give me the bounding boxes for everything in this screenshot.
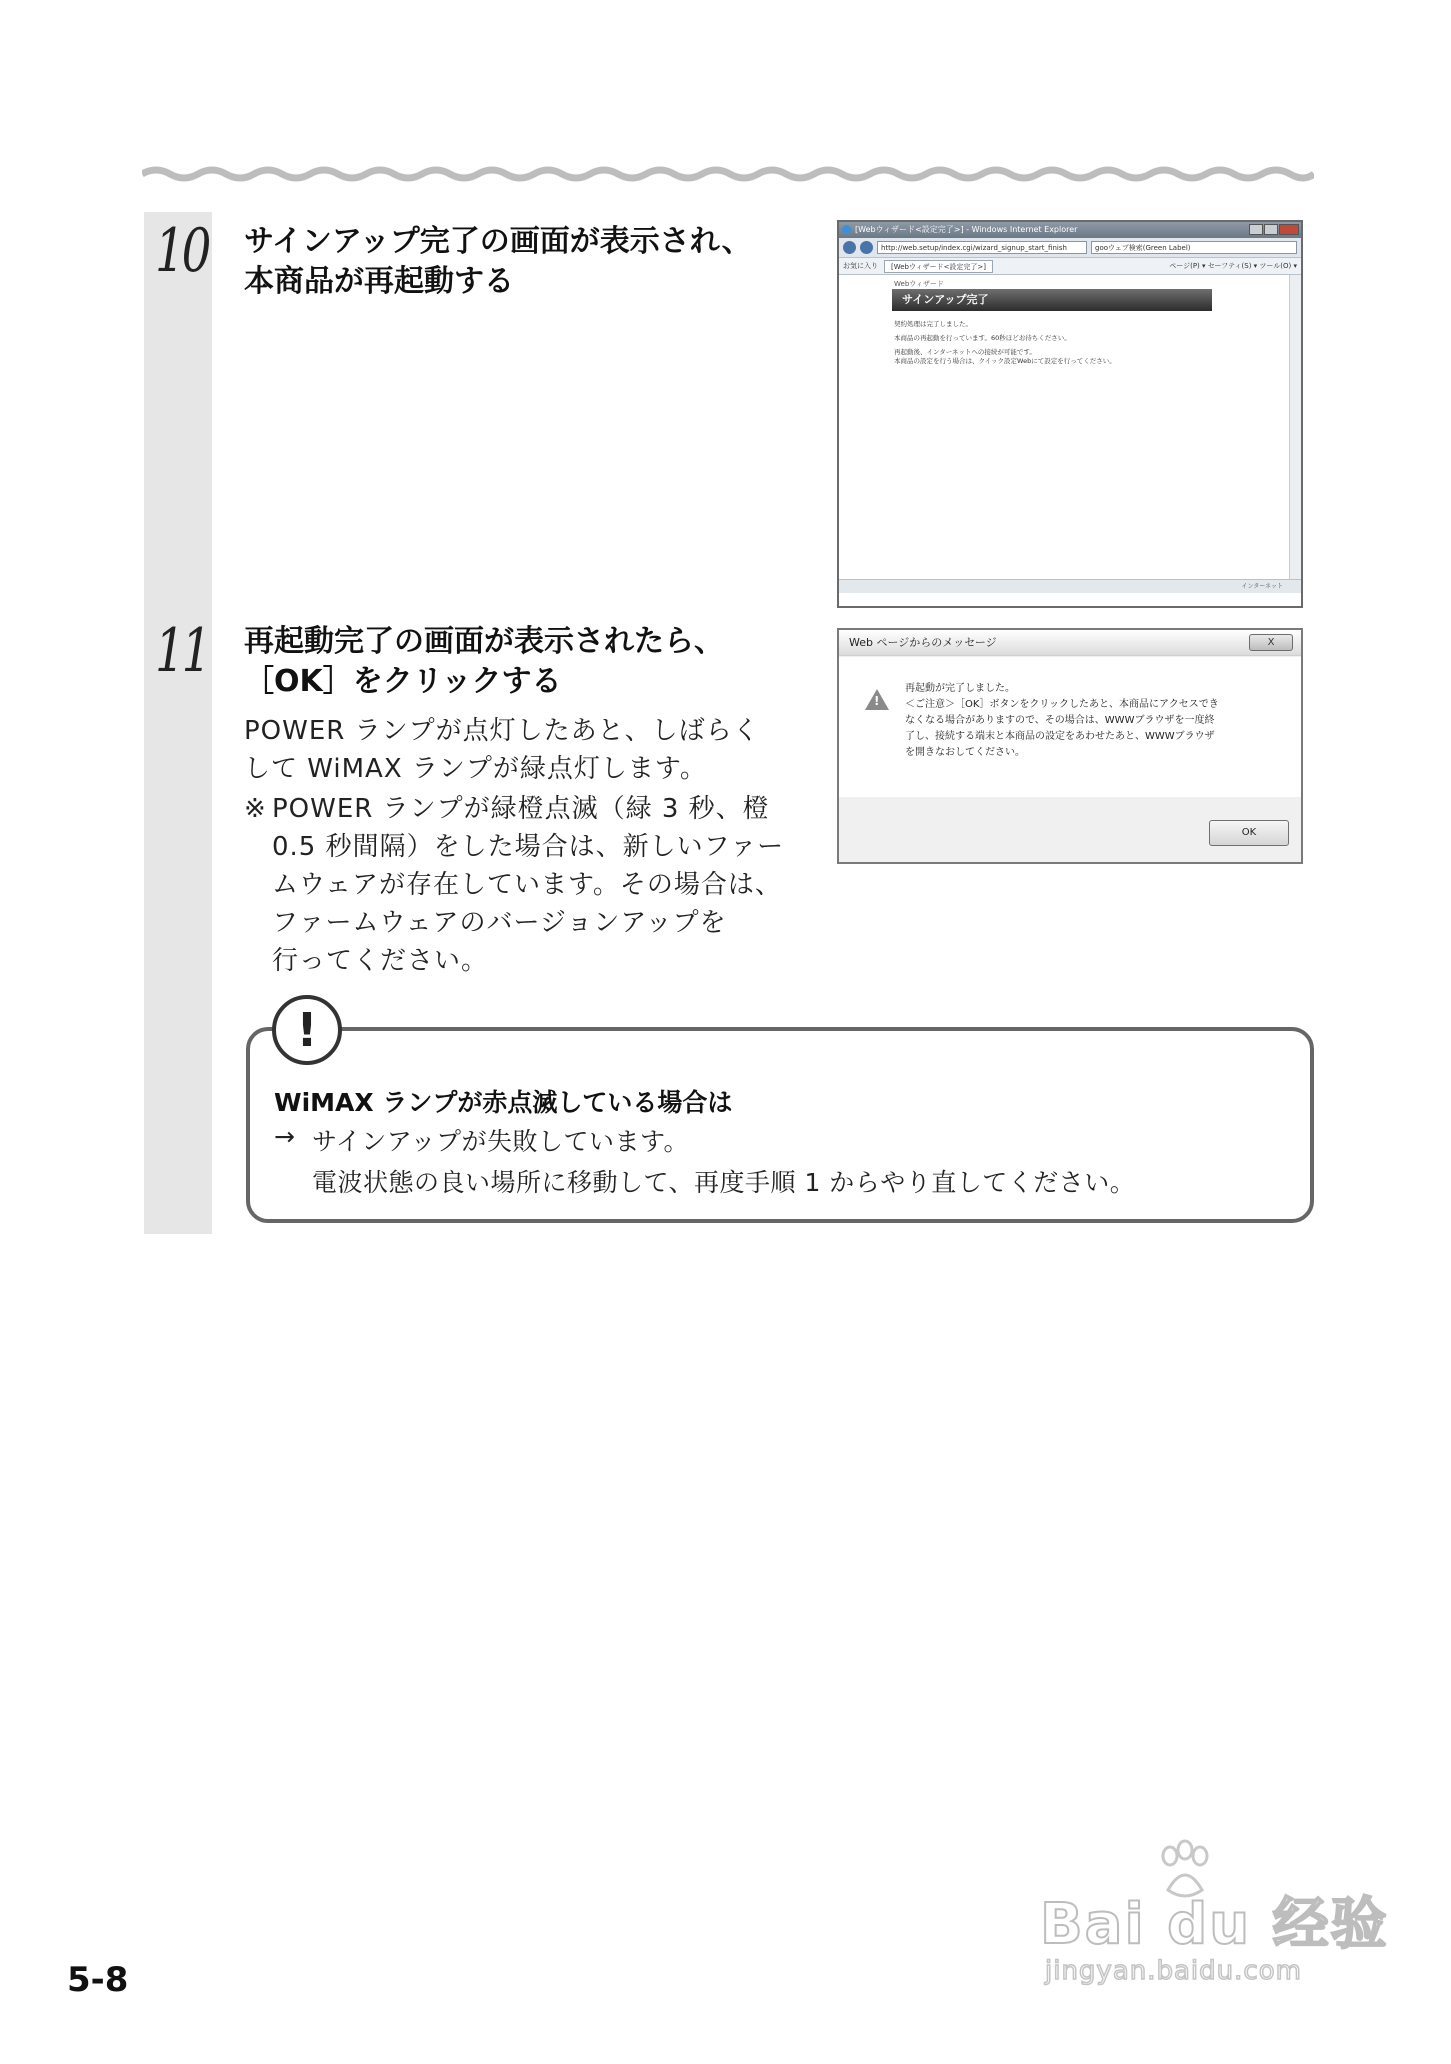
browser-content <box>839 275 1301 593</box>
step-10-title-line: サインアップ完了の画面が表示され、 <box>244 224 752 259</box>
step-number-11: 11 <box>155 616 209 686</box>
wizard-heading: サインアップ完了 <box>892 289 1212 311</box>
dialog-screenshot <box>837 628 1303 864</box>
step-10-title-line: 本商品が再起動する <box>244 264 514 299</box>
caution-line-2: 電波状態の良い場所に移動して、再度手順 1 からやり直してください。 <box>312 1168 1136 1197</box>
maximize-icon <box>1264 224 1278 235</box>
exclamation-icon: ! <box>272 995 342 1065</box>
browser-address-row <box>839 238 1301 258</box>
browser-window-title: [Webウィザード<設定完了>] - Windows Internet Explorer <box>855 225 1078 234</box>
note-line: POWER ランプが緑橙点滅（緑 3 秒、橙 <box>272 794 770 824</box>
step-11-note <box>244 790 804 980</box>
wizard-text: 契約処理は完了しました。 <box>894 320 972 328</box>
window-buttons <box>1249 224 1299 235</box>
dialog-titlebar <box>839 630 1301 656</box>
browser-screenshot <box>837 220 1303 608</box>
favorites-label: お気に入り <box>843 262 878 270</box>
browser-tab: [Webウィザード<設定完了>] <box>884 260 993 273</box>
wizard-text: 再起動後、インターネットへの接続が可能です。 <box>894 348 1036 356</box>
ok-button[interactable]: OK <box>1209 820 1289 846</box>
side-band <box>144 212 212 1234</box>
dialog-message <box>905 681 1285 761</box>
dialog-message-line: なくなる場合がありますので、その場合は、WWWブラウザを一度終 <box>905 715 1215 726</box>
dialog-message-line: ＜ご注意＞［OK］ボタンをクリックしたあと、本商品にアクセスでき <box>905 699 1219 710</box>
minimize-icon <box>1249 224 1263 235</box>
back-icon <box>843 241 856 254</box>
ie-icon <box>842 225 851 234</box>
browser-status-bar: インターネット <box>839 579 1301 593</box>
browser-titlebar <box>839 222 1301 238</box>
step-number-10: 10 <box>155 216 209 286</box>
dialog-body <box>839 657 1301 797</box>
caution-line-1: サインアップが失敗しています。 <box>312 1127 690 1156</box>
dialog-close-icon: X <box>1249 634 1293 651</box>
step-11-title-line: 再起動完了の画面が表示されたら、 <box>244 624 724 659</box>
note-mark: ※ <box>244 794 267 824</box>
note-line: ムウェアが存在しています。その場合は、 <box>272 870 782 900</box>
wizard-text: 本商品の再起動を行っています。60秒ほどお待ちください。 <box>894 334 1071 342</box>
browser-tab-row <box>839 258 1301 275</box>
note-line: 0.5 秒間隔）をした場合は、新しいファー <box>272 832 785 862</box>
step-11-body <box>244 712 760 788</box>
watermark-text: Bai du 经验 <box>1040 1892 1389 1957</box>
forward-icon <box>860 241 873 254</box>
close-icon <box>1279 224 1299 235</box>
warning-icon <box>865 689 889 710</box>
browser-toolbar: ページ(P) ▾ セーフティ(S) ▾ ツール(O) ▾ <box>1169 262 1297 270</box>
wizard-label: Webウィザード <box>894 280 944 288</box>
caution-arrow-icon: → <box>274 1122 296 1151</box>
caution-title: WiMAX ランプが赤点滅している場合は <box>274 1088 733 1117</box>
body-line: して WiMAX ランプが緑点灯します。 <box>244 754 707 784</box>
browser-scrollbar <box>1289 275 1301 593</box>
address-bar: http://web.setup/index.cgi/wizard_signup_start_finish <box>877 241 1087 254</box>
watermark-url: jingyan.baidu.com <box>1045 1956 1302 1986</box>
step-10-title <box>244 222 752 302</box>
dialog-message-line: 再起動が完了しました。 <box>905 683 1015 694</box>
body-line: POWER ランプが点灯したあと、しばらく <box>244 716 760 746</box>
dialog-title: Web ページからのメッセージ <box>849 636 997 649</box>
note-line: ファームウェアのバージョンアップを <box>272 908 727 938</box>
step-11-title <box>244 622 724 702</box>
search-box: gooウェブ検索(Green Label) <box>1091 241 1297 254</box>
dialog-message-line: を開きなおしてください。 <box>905 747 1025 758</box>
wizard-text: 本商品の設定を行う場合は、クイック設定Webにて設定を行ってください。 <box>894 357 1116 365</box>
note-line: 行ってください。 <box>272 946 489 976</box>
dialog-message-line: 了し、接続する端末と本商品の設定をあわせたあと、WWWブラウザ <box>905 731 1215 742</box>
wavy-divider <box>142 166 1314 182</box>
step-11-title-line: ［OK］をクリックする <box>244 664 562 699</box>
page-number: 5-8 <box>67 1960 129 2000</box>
